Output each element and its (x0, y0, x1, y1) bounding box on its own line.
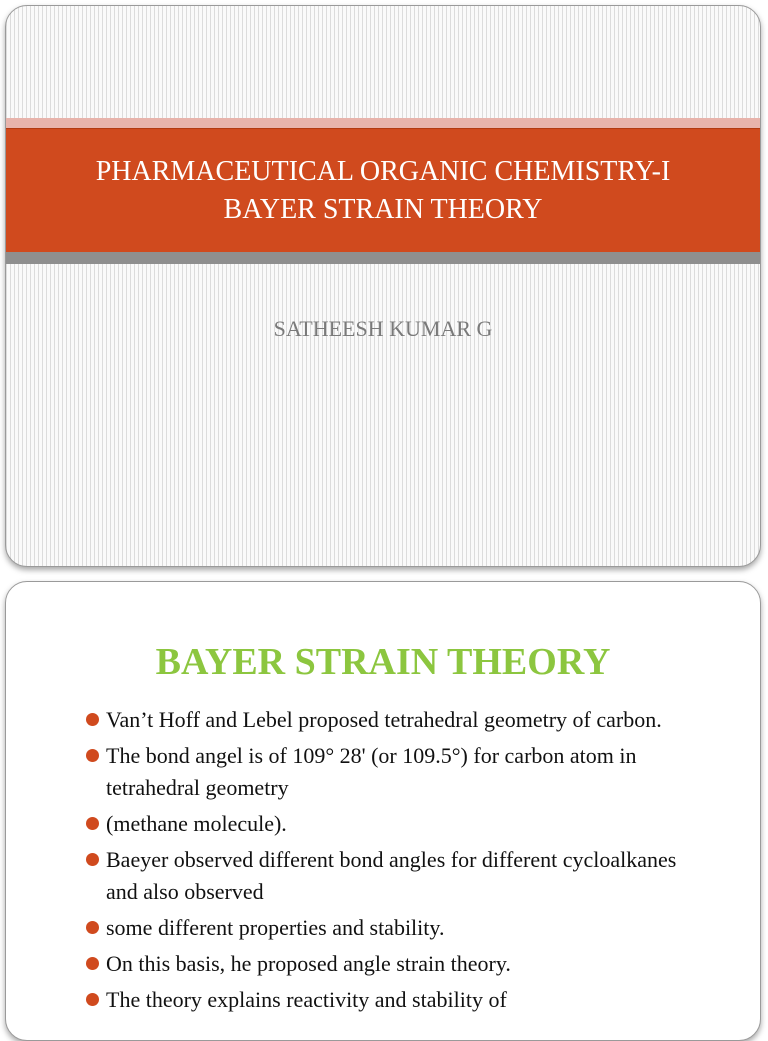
bullet-item (86, 912, 706, 944)
title-band (6, 128, 760, 253)
bullet-dot-icon (86, 817, 99, 830)
content-slide (5, 581, 761, 1041)
accent-band-bottom (6, 252, 760, 264)
slide-heading: BAYER STRAIN THEORY (155, 641, 611, 683)
bullet-item (86, 844, 706, 908)
bullet-item (86, 740, 706, 804)
bullet-text: The theory explains reactivity and stability of (106, 987, 507, 1012)
bullet-text: Baeyer observed different bond angles for different cycloalkanes and also observed (106, 847, 677, 904)
slide-title-line-2: BAYER STRAIN THEORY (223, 194, 543, 225)
bullet-item (86, 808, 706, 840)
author-subtitle: SATHEESH KUMAR G (273, 316, 493, 341)
bullet-text: The bond angel is of 109° 28' (or 109.5°) for carbon atom in tetrahedral geometry (106, 743, 637, 800)
bullet-text: Van’t Hoff and Lebel proposed tetrahedral geometry of carbon. (106, 707, 662, 732)
bullet-dot-icon (86, 957, 99, 970)
bullet-dot-icon (86, 749, 99, 762)
bullet-dot-icon (86, 993, 99, 1006)
bullet-item (86, 704, 706, 736)
bullet-dot-icon (86, 921, 99, 934)
bullet-text: some different properties and stability. (106, 915, 445, 940)
bullet-item (86, 948, 706, 980)
bullet-item (86, 984, 706, 1016)
accent-band-top (6, 118, 760, 128)
bullet-text: On this basis, he proposed angle strain theory. (106, 951, 511, 976)
bullet-dot-icon (86, 853, 99, 866)
title-slide (5, 5, 761, 567)
bullet-text: (methane molecule). (106, 811, 287, 836)
slide-title-line-1: PHARMACEUTICAL ORGANIC CHEMISTRY-I (95, 156, 671, 187)
bullet-list (86, 704, 706, 1020)
bullet-dot-icon (86, 713, 99, 726)
